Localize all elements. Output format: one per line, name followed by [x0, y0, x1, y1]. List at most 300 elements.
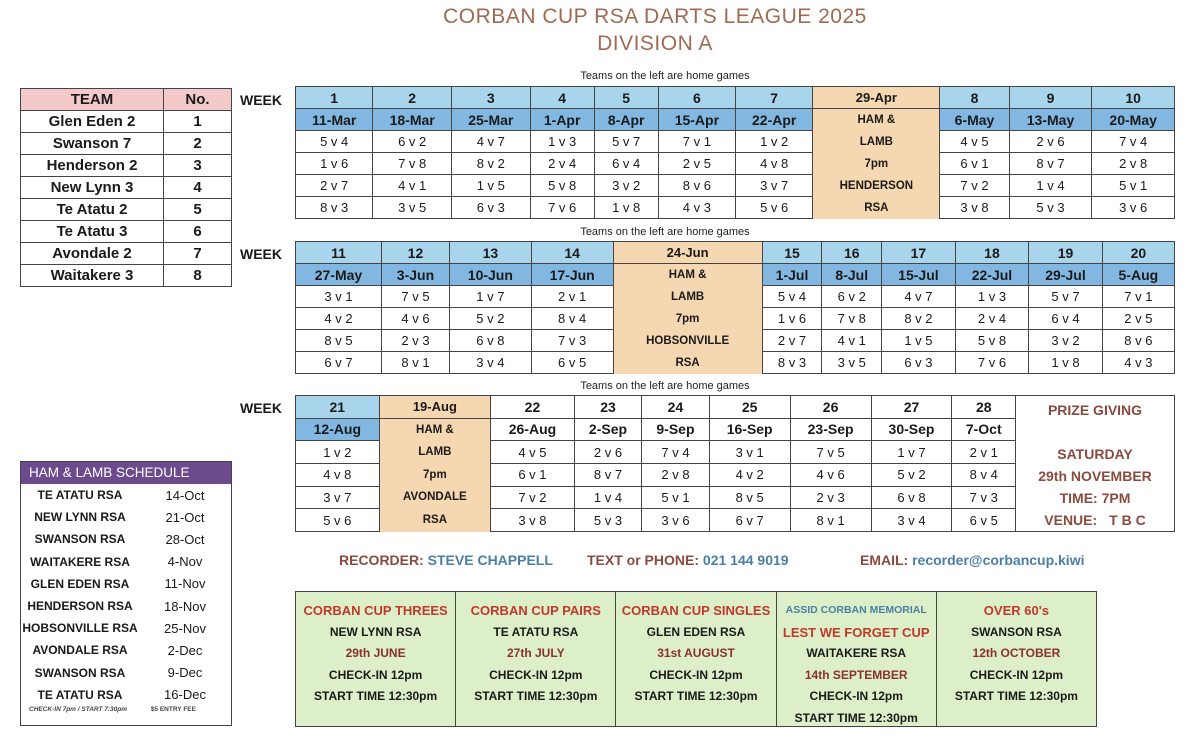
match-fixture: 4 v 3 — [1102, 352, 1174, 374]
week-date: 1-Jul — [762, 264, 822, 286]
match-fixture: 2 v 5 — [1102, 308, 1174, 330]
prize-date: 29th NOVEMBER — [1038, 468, 1152, 484]
email-label: EMAIL: — [860, 552, 909, 568]
week-number: 6 — [658, 87, 735, 109]
match-fixture: 1 v 7 — [871, 441, 952, 464]
match-fixture: 3 v 2 — [594, 175, 658, 197]
ham-lamb-row — [21, 506, 231, 528]
match-fixture: 6 v 1 — [491, 463, 575, 486]
week-number: 24 — [642, 396, 709, 419]
match-fixture: 6 v 4 — [1029, 308, 1103, 330]
week-number: 14 — [531, 242, 613, 264]
week-date: 25-Mar — [451, 109, 530, 131]
ham-lamb-venue: HOBSONVILLE RSA — [22, 621, 138, 636]
week-date: 2-Sep — [574, 418, 641, 441]
week-date: 30-Sep — [871, 418, 952, 441]
match-fixture: 2 v 4 — [530, 153, 594, 175]
week-date: 1-Apr — [530, 109, 594, 131]
match-fixture: 8 v 2 — [882, 308, 956, 330]
week-number: 10 — [1092, 87, 1175, 109]
week-number: 16 — [822, 242, 882, 264]
match-fixture: 2 v 1 — [952, 441, 1016, 464]
match-fixture: 8 v 5 — [709, 486, 790, 509]
match-fixture: 6 v 8 — [449, 330, 531, 352]
ham-lamb-venue: WAITAKERE RSA — [30, 554, 130, 569]
ham-lamb-date: 19-Aug — [379, 396, 491, 419]
week-date: 13-May — [1009, 109, 1092, 131]
week-number: 4 — [530, 87, 594, 109]
team-number: 2 — [164, 133, 232, 155]
week-date: 27-May — [296, 264, 382, 286]
week-date: 8-Apr — [594, 109, 658, 131]
match-fixture: 1 v 4 — [1009, 175, 1092, 197]
match-fixture: 3 v 2 — [1029, 330, 1103, 352]
match-fixture: 5 v 7 — [594, 131, 658, 153]
match-fixture: 1 v 3 — [955, 286, 1029, 308]
match-fixture: 2 v 4 — [955, 308, 1029, 330]
match-fixture: 1 v 4 — [574, 486, 641, 509]
ham-lamb-note: LAMB — [613, 286, 762, 308]
week-number: 20 — [1102, 242, 1174, 264]
match-fixture: 4 v 5 — [940, 131, 1009, 153]
week-label: WEEK — [240, 400, 282, 416]
ham-lamb-date: 29-Apr — [813, 87, 940, 109]
match-fixture: 3 v 7 — [296, 486, 380, 509]
team-name: Te Atatu 2 — [21, 199, 164, 221]
fixtures-grid-weeks-1-10 — [295, 86, 1175, 219]
match-fixture: 4 v 1 — [822, 330, 882, 352]
match-fixture: 1 v 2 — [296, 441, 380, 464]
prize-day: SATURDAY — [1057, 446, 1133, 462]
team-name: Henderson 2 — [21, 155, 164, 177]
match-fixture: 4 v 2 — [709, 463, 790, 486]
match-fixture: 8 v 4 — [531, 308, 613, 330]
week-date: 9-Sep — [642, 418, 709, 441]
match-fixture: 7 v 2 — [940, 175, 1009, 197]
match-fixture: 6 v 2 — [373, 131, 452, 153]
ham-lamb-note: 7pm — [813, 153, 940, 175]
match-fixture: 3 v 8 — [940, 197, 1009, 219]
match-fixture: 7 v 6 — [530, 197, 594, 219]
match-fixture: 5 v 2 — [871, 463, 952, 486]
competition-card — [616, 592, 776, 726]
team-number: 3 — [164, 155, 232, 177]
match-fixture: 8 v 3 — [762, 352, 822, 374]
match-fixture: 5 v 7 — [1029, 286, 1103, 308]
team-number: 6 — [164, 221, 232, 243]
phone-number: 021 144 9019 — [702, 552, 789, 568]
match-fixture: 8 v 7 — [574, 463, 641, 486]
match-fixture: 1 v 6 — [762, 308, 822, 330]
match-fixture: 7 v 4 — [1092, 131, 1175, 153]
match-fixture: 5 v 6 — [296, 509, 380, 532]
match-fixture: 5 v 8 — [530, 175, 594, 197]
ham-lamb-date: 11-Nov — [164, 576, 206, 592]
match-fixture: 2 v 6 — [1009, 131, 1092, 153]
match-fixture: 3 v 6 — [1092, 197, 1175, 219]
competition-date: 27th JULY — [507, 646, 565, 660]
prize-time: TIME: 7PM — [1059, 490, 1131, 506]
match-fixture: 7 v 3 — [531, 330, 613, 352]
match-fixture: 7 v 5 — [381, 286, 449, 308]
match-fixture: 8 v 5 — [296, 330, 382, 352]
spacer — [1016, 421, 1174, 443]
ham-lamb-date: 9-Dec — [167, 665, 203, 681]
team-table — [20, 88, 232, 287]
week-number: 17 — [882, 242, 956, 264]
week-number: 26 — [790, 396, 871, 419]
match-fixture: 1 v 6 — [296, 153, 373, 175]
match-fixture: 4 v 5 — [491, 441, 575, 464]
ham-lamb-date: 2-Dec — [167, 642, 203, 658]
ham-lamb-venue: SWANSON RSA — [34, 532, 126, 547]
ham-lamb-note: AVONDALE — [379, 486, 491, 509]
team-number: 5 — [164, 199, 232, 221]
email-info — [860, 552, 1084, 568]
week-number: 7 — [736, 87, 813, 109]
competition-card — [937, 592, 1096, 726]
ham-lamb-venue: GLEN EDEN RSA — [30, 576, 130, 591]
competition-title: LEST WE FORGET CUP — [782, 624, 930, 640]
ham-lamb-note: HENDERSON — [813, 175, 940, 197]
team-number: 1 — [164, 111, 232, 133]
match-fixture: 3 v 4 — [871, 509, 952, 532]
match-fixture: 6 v 5 — [952, 509, 1016, 532]
ham-lamb-note: HAM & — [613, 264, 762, 286]
team-number: 4 — [164, 177, 232, 199]
prize-venue-value: T B C — [1109, 512, 1146, 528]
team-number: 7 — [164, 243, 232, 265]
team-name: Waitakere 3 — [21, 265, 164, 287]
match-fixture: 2 v 3 — [381, 330, 449, 352]
week-number: 19 — [1029, 242, 1103, 264]
competition-date: 12th OCTOBER — [972, 646, 1061, 660]
match-fixture: 5 v 1 — [642, 486, 709, 509]
week-number: 9 — [1009, 87, 1092, 109]
competition-start: START TIME 12:30pm — [634, 689, 758, 703]
ham-lamb-venue: HENDERSON RSA — [27, 599, 133, 614]
match-fixture: 5 v 3 — [574, 509, 641, 532]
match-fixture: 1 v 8 — [1029, 352, 1103, 374]
ham-lamb-venue: TE ATATU RSA — [37, 687, 123, 702]
week-date: 18-Mar — [373, 109, 452, 131]
competition-date: 29th JUNE — [345, 646, 406, 660]
week-date: 7-Oct — [952, 418, 1016, 441]
match-fixture: 3 v 1 — [709, 441, 790, 464]
week-number: 1 — [296, 87, 373, 109]
week-date: 10-Jun — [449, 264, 531, 286]
match-fixture: 2 v 8 — [1092, 153, 1175, 175]
match-fixture: 7 v 8 — [373, 153, 452, 175]
competition-checkin: CHECK-IN 12pm — [969, 667, 1064, 682]
ham-lamb-date: 21-Oct — [165, 509, 205, 525]
match-fixture: 6 v 7 — [709, 509, 790, 532]
match-fixture: 4 v 1 — [373, 175, 452, 197]
week-date: 17-Jun — [531, 264, 613, 286]
ham-lamb-row — [21, 684, 231, 706]
competition-start: START TIME 12:30pm — [314, 689, 438, 703]
match-fixture: 7 v 3 — [952, 486, 1016, 509]
team-number: 8 — [164, 265, 232, 287]
week-date: 16-Sep — [709, 418, 790, 441]
ham-lamb-row — [21, 484, 231, 506]
competition-venue: SWANSON RSA — [971, 624, 1062, 639]
match-fixture: 2 v 8 — [642, 463, 709, 486]
match-fixture: 4 v 7 — [451, 131, 530, 153]
ham-lamb-row — [21, 639, 231, 661]
match-fixture: 8 v 6 — [1102, 330, 1174, 352]
match-fixture: 5 v 4 — [296, 131, 373, 153]
match-fixture: 8 v 6 — [658, 175, 735, 197]
ham-lamb-footer — [21, 706, 231, 713]
match-fixture: 1 v 2 — [736, 131, 813, 153]
ham-lamb-venue: NEW LYNN RSA — [34, 510, 126, 525]
ham-lamb-date: 25-Nov — [164, 620, 206, 636]
division-title: DIVISION A — [597, 32, 713, 55]
match-fixture: 5 v 1 — [1092, 175, 1175, 197]
match-fixture: 7 v 1 — [1102, 286, 1174, 308]
match-fixture: 7 v 1 — [658, 131, 735, 153]
match-fixture: 4 v 3 — [658, 197, 735, 219]
ham-lamb-date: 16-Dec — [164, 687, 206, 703]
phone-label: TEXT or PHONE: — [587, 552, 700, 568]
competition-venue: WAITAKERE RSA — [806, 646, 907, 660]
week-label: WEEK — [240, 246, 282, 262]
competition-title: CORBAN CUP THREES — [303, 603, 448, 618]
week-number: 25 — [709, 396, 790, 419]
phone-info — [587, 552, 789, 568]
ham-lamb-row — [21, 551, 231, 573]
competition-date: 14th SEPTEMBER — [804, 667, 908, 682]
match-fixture: 2 v 6 — [574, 441, 641, 464]
match-fixture: 8 v 1 — [790, 509, 871, 532]
match-fixture: 5 v 3 — [1009, 197, 1092, 219]
ham-lamb-heading: HAM & LAMB SCHEDULE — [21, 462, 231, 484]
ham-lamb-venue: TE ATATU RSA — [37, 488, 123, 503]
match-fixture: 2 v 5 — [658, 153, 735, 175]
number-header: No. — [164, 89, 232, 111]
week-number: 13 — [449, 242, 531, 264]
ham-lamb-note: HAM & — [379, 418, 491, 441]
week-date: 11-Mar — [296, 109, 373, 131]
match-fixture: 3 v 5 — [373, 197, 452, 219]
week-number: 28 — [952, 396, 1016, 419]
team-name: Te Atatu 3 — [21, 221, 164, 243]
ham-lamb-date: 28-Oct — [165, 531, 205, 547]
ham-lamb-note: RSA — [379, 509, 491, 532]
email-address[interactable]: recorder@corbancup.kiwi — [912, 552, 1085, 568]
match-fixture: 7 v 4 — [642, 441, 709, 464]
ham-lamb-row — [21, 528, 231, 550]
match-fixture: 6 v 3 — [451, 197, 530, 219]
match-fixture: 8 v 3 — [296, 197, 373, 219]
match-fixture: 2 v 7 — [296, 175, 373, 197]
competition-card — [777, 592, 937, 726]
week-number: 3 — [451, 87, 530, 109]
week-number: 8 — [940, 87, 1009, 109]
match-fixture: 1 v 8 — [594, 197, 658, 219]
week-number: 21 — [296, 396, 380, 419]
match-fixture: 4 v 7 — [882, 286, 956, 308]
competition-venue: NEW LYNN RSA — [329, 624, 422, 639]
match-fixture: 3 v 8 — [491, 509, 575, 532]
week-number: 18 — [955, 242, 1029, 264]
home-games-caption: Teams on the left are home games — [580, 226, 750, 238]
prize-giving-box — [1016, 396, 1175, 532]
match-fixture: 5 v 2 — [449, 308, 531, 330]
week-number: 5 — [594, 87, 658, 109]
week-date: 26-Aug — [491, 418, 575, 441]
week-label: WEEK — [240, 92, 282, 108]
competition-start: START TIME 12:30pm — [794, 710, 918, 725]
competition-venue: TE ATATU RSA — [493, 624, 579, 639]
match-fixture: 5 v 8 — [955, 330, 1029, 352]
competition-card — [296, 592, 456, 726]
recorder-label: RECORDER: — [339, 552, 424, 568]
competition-subtitle: ASSID CORBAN MEMORIAL — [785, 604, 927, 616]
match-fixture: 3 v 4 — [449, 352, 531, 374]
ham-lamb-list — [21, 484, 231, 706]
ham-lamb-note: RSA — [613, 352, 762, 374]
competition-start: START TIME 12:30pm — [474, 689, 598, 703]
competition-title: CORBAN CUP PAIRS — [470, 603, 601, 618]
ham-lamb-date: 18-Nov — [164, 598, 206, 614]
home-games-caption: Teams on the left are home games — [580, 380, 750, 392]
match-fixture: 7 v 6 — [955, 352, 1029, 374]
match-fixture: 6 v 8 — [871, 486, 952, 509]
match-fixture: 3 v 7 — [736, 175, 813, 197]
week-date: 8-Jul — [822, 264, 882, 286]
recorder-info — [339, 552, 553, 568]
ham-lamb-note: LAMB — [813, 131, 940, 153]
match-fixture: 2 v 1 — [531, 286, 613, 308]
match-fixture: 1 v 3 — [530, 131, 594, 153]
match-fixture: 6 v 3 — [882, 352, 956, 374]
team-name: Avondale 2 — [21, 243, 164, 265]
competition-checkin: CHECK-IN 12pm — [489, 667, 583, 682]
prize-giving-heading: PRIZE GIVING — [1047, 402, 1143, 418]
match-fixture: 4 v 8 — [736, 153, 813, 175]
match-fixture: 3 v 1 — [296, 286, 382, 308]
ham-lamb-note: RSA — [813, 197, 940, 219]
match-fixture: 4 v 2 — [296, 308, 382, 330]
week-number: 22 — [491, 396, 575, 419]
ham-lamb-date: 14-Oct — [165, 487, 205, 503]
competition-title: CORBAN CUP SINGLES — [621, 603, 771, 618]
competition-venue: GLEN EDEN RSA — [646, 624, 746, 639]
match-fixture: 6 v 1 — [940, 153, 1009, 175]
competition-start: START TIME 12:30pm — [954, 689, 1078, 703]
ham-lamb-date: 24-Jun — [613, 242, 762, 264]
week-date: 3-Jun — [381, 264, 449, 286]
ham-lamb-note: 7pm — [379, 463, 491, 486]
ham-lamb-note: HOBSONVILLE — [613, 330, 762, 352]
ham-lamb-checkin: CHECK-IN 7pm / START 7:30pm — [29, 705, 127, 713]
ham-lamb-date: 4-Nov — [167, 554, 203, 570]
competition-title: OVER 60's — [983, 603, 1050, 618]
match-fixture: 6 v 4 — [594, 153, 658, 175]
match-fixture: 2 v 7 — [762, 330, 822, 352]
ham-lamb-note: 7pm — [613, 308, 762, 330]
match-fixture: 1 v 5 — [882, 330, 956, 352]
week-number: 12 — [381, 242, 449, 264]
match-fixture: 8 v 2 — [451, 153, 530, 175]
match-fixture: 6 v 5 — [531, 352, 613, 374]
week-date: 5-Aug — [1102, 264, 1174, 286]
ham-lamb-row — [21, 617, 231, 639]
ham-lamb-row — [21, 662, 231, 684]
week-date: 6-May — [940, 109, 1009, 131]
week-date: 22-Apr — [736, 109, 813, 131]
ham-lamb-note: HAM & — [813, 109, 940, 131]
match-fixture: 8 v 1 — [381, 352, 449, 374]
prize-venue-label: VENUE: — [1044, 512, 1098, 528]
match-fixture: 4 v 6 — [790, 463, 871, 486]
match-fixture: 1 v 7 — [449, 286, 531, 308]
competition-card — [456, 592, 616, 726]
match-fixture: 8 v 4 — [952, 463, 1016, 486]
prize-giving-content — [1016, 396, 1174, 531]
competition-checkin: CHECK-IN 12pm — [328, 667, 423, 682]
week-number: 15 — [762, 242, 822, 264]
competition-checkin: CHECK-IN 12pm — [809, 689, 903, 703]
week-date: 22-Jul — [955, 264, 1029, 286]
match-fixture: 1 v 5 — [451, 175, 530, 197]
team-header: TEAM — [21, 89, 164, 111]
home-games-caption: Teams on the left are home games — [580, 70, 750, 82]
ham-lamb-row — [21, 573, 231, 595]
match-fixture: 8 v 7 — [1009, 153, 1092, 175]
competition-date: 31st AUGUST — [657, 646, 735, 660]
competitions-panel — [295, 591, 1097, 727]
week-number: 27 — [871, 396, 952, 419]
match-fixture: 7 v 5 — [790, 441, 871, 464]
match-fixture: 7 v 2 — [491, 486, 575, 509]
recorder-name: STEVE CHAPPELL — [427, 552, 553, 568]
prize-venue — [1016, 509, 1174, 531]
week-number: 23 — [574, 396, 641, 419]
week-date: 29-Jul — [1029, 264, 1103, 286]
match-fixture: 6 v 2 — [822, 286, 882, 308]
team-name: Glen Eden 2 — [21, 111, 164, 133]
match-fixture: 5 v 4 — [762, 286, 822, 308]
week-number: 2 — [373, 87, 452, 109]
week-number: 11 — [296, 242, 382, 264]
week-date: 15-Jul — [882, 264, 956, 286]
match-fixture: 4 v 6 — [381, 308, 449, 330]
league-title: CORBAN CUP RSA DARTS LEAGUE 2025 — [443, 5, 867, 28]
ham-lamb-note: LAMB — [379, 441, 491, 464]
team-name: New Lynn 3 — [21, 177, 164, 199]
ham-lamb-venue: SWANSON RSA — [34, 665, 126, 680]
match-fixture: 6 v 7 — [296, 352, 382, 374]
match-fixture: 5 v 6 — [736, 197, 813, 219]
week-date: 15-Apr — [658, 109, 735, 131]
fixtures-grid-weeks-21-28 — [295, 395, 1175, 532]
competition-checkin: CHECK-IN 12pm — [649, 667, 743, 682]
week-date: 20-May — [1092, 109, 1175, 131]
match-fixture: 3 v 5 — [822, 352, 882, 374]
fixtures-grid-weeks-11-20 — [295, 241, 1175, 374]
ham-lamb-fee: $5 ENTRY FEE — [150, 705, 196, 713]
team-name: Swanson 7 — [21, 133, 164, 155]
match-fixture: 2 v 3 — [790, 486, 871, 509]
ham-lamb-schedule — [20, 461, 232, 726]
ham-lamb-venue: AVONDALE RSA — [32, 643, 128, 658]
week-date: 23-Sep — [790, 418, 871, 441]
match-fixture: 7 v 8 — [822, 308, 882, 330]
match-fixture: 3 v 6 — [642, 509, 709, 532]
